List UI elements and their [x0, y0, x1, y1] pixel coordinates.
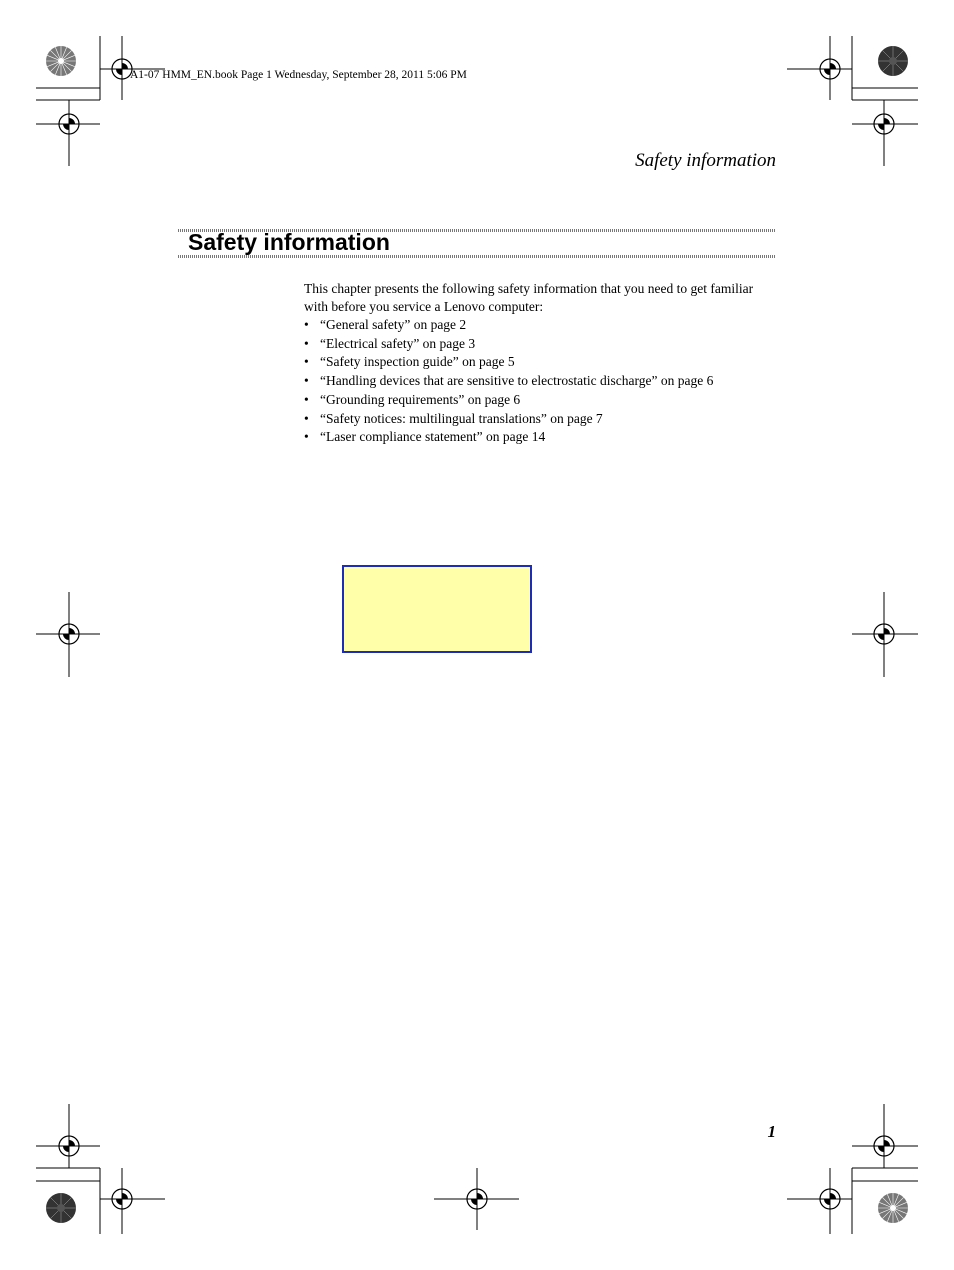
link-general-safety[interactable]: “General safety” on page 2	[320, 317, 467, 332]
link-laser-compliance[interactable]: “Laser compliance statement” on page 14	[320, 429, 546, 445]
link-handling-esd-devices[interactable]: “Handling devices that are sensitive to electrostatic discharge” on page 6	[320, 373, 714, 389]
bullet-icon: •	[304, 335, 309, 351]
bullet-icon: •	[304, 354, 309, 370]
crop-star-top-right	[878, 46, 908, 76]
crop-star-bottom-right	[878, 1193, 908, 1223]
running-head: Safety information	[635, 150, 776, 171]
list-item[interactable]	[304, 372, 774, 391]
intro-paragraph: This chapter presents the following safety information that you need to get familiar with before you service a Lenovo computer:	[304, 281, 754, 314]
bullet-icon: •	[304, 391, 309, 407]
list-item[interactable]	[304, 391, 774, 410]
link-safety-inspection-guide[interactable]: “Safety inspection guide” on page 5	[320, 354, 515, 370]
bullet-icon: •	[304, 317, 309, 332]
safety-topics-list	[304, 316, 774, 447]
bullet-icon: •	[304, 373, 309, 389]
note-annotation-box[interactable]	[342, 565, 532, 653]
list-item[interactable]	[304, 428, 774, 447]
crop-star-bottom-left	[46, 1193, 76, 1223]
bullet-icon: •	[304, 410, 309, 426]
link-electrical-safety[interactable]: “Electrical safety” on page 3	[320, 335, 476, 351]
page-number: 1	[767, 1122, 776, 1141]
list-item[interactable]	[304, 353, 774, 372]
print-slug: A1-07 HMM_EN.book Page 1 Wednesday, September 28, 2011 5:06 PM	[130, 69, 467, 81]
crop-star-top-left	[46, 46, 76, 76]
chapter-title: Safety information	[188, 229, 390, 255]
title-rule-bottom	[178, 255, 776, 258]
link-safety-notices-translations[interactable]: “Safety notices: multilingual translations” on page 7	[320, 410, 603, 426]
link-grounding-requirements[interactable]: “Grounding requirements” on page 6	[320, 391, 521, 407]
list-item[interactable]	[304, 316, 774, 335]
list-item[interactable]	[304, 335, 774, 354]
bullet-icon: •	[304, 429, 309, 445]
list-item[interactable]	[304, 410, 774, 429]
